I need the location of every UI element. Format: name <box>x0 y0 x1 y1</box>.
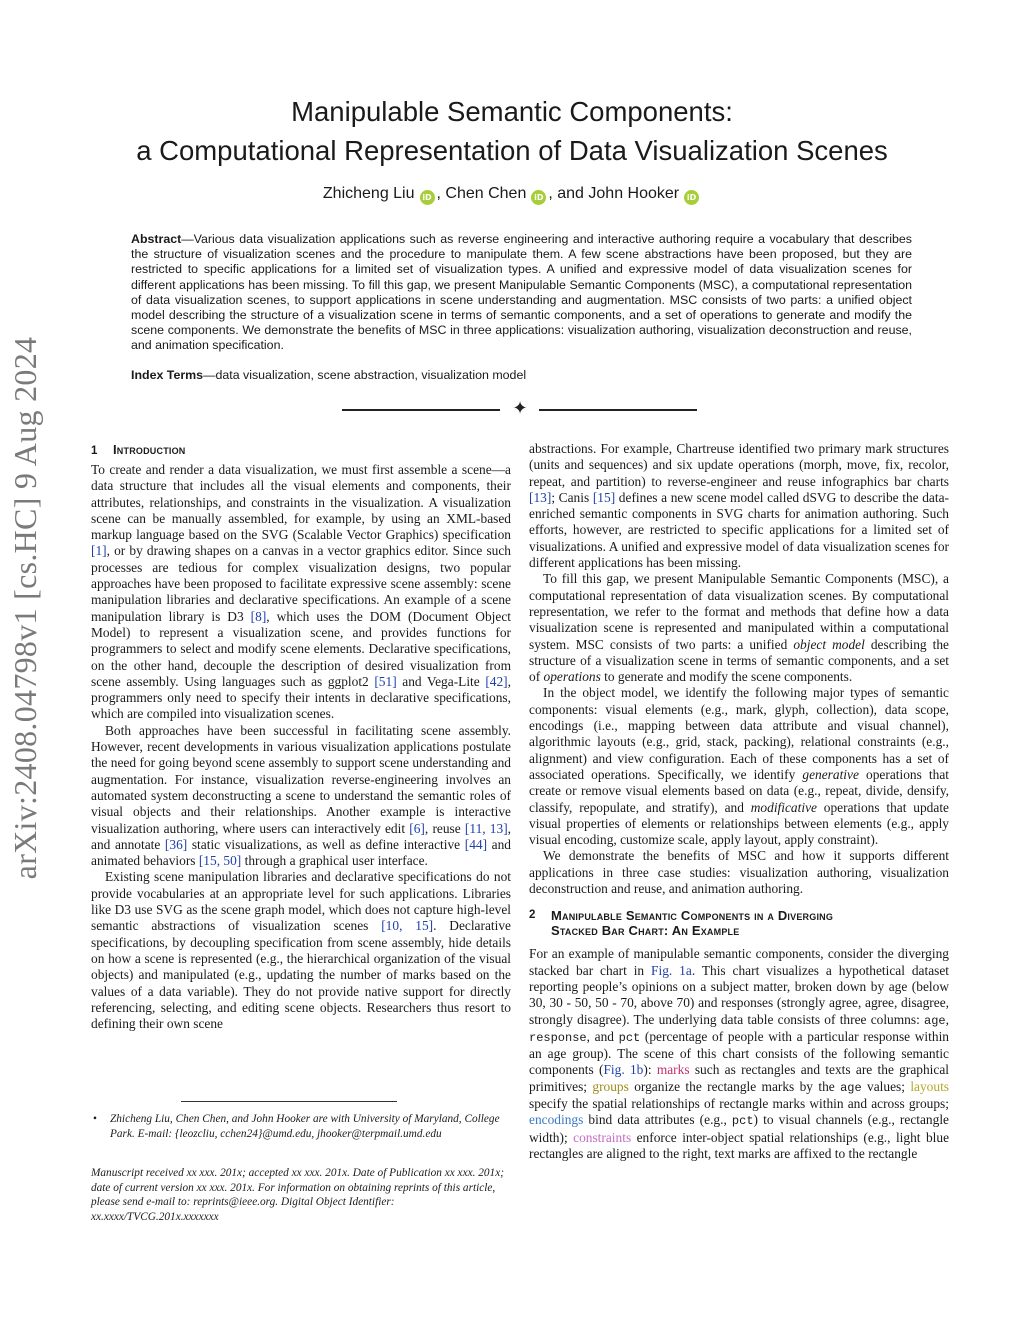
index-terms-label: Index Terms <box>131 368 204 382</box>
citation-link[interactable]: [1] <box>91 543 107 559</box>
figure-link[interactable]: Fig. 1b <box>603 1062 644 1078</box>
section-number: 1 <box>91 445 98 457</box>
citation-link[interactable]: [36] <box>164 836 188 852</box>
section-1-heading <box>91 442 511 457</box>
paragraph: abstractions. For example, Chartreuse identified two primary mark structures (units and sequences) and six update operations (morph, move, fix, recolor, repeat, and partition) to reverse-engineer and reuse infographics bar charts [13]; Canis [15] defines a new scene model called dSVG to describe the data-enriched semantic components in SVG charts for animation authoring. Such efforts, however, are restricted to specific applications for a limited set of visualizations. A unified and expressive model of data visualization scenes for different applications has been missing. <box>529 441 949 571</box>
citation-link[interactable]: [15] <box>592 489 616 505</box>
keyword-layouts: layouts <box>910 1078 950 1094</box>
bullet-icon: • <box>93 1113 97 1125</box>
title-line-2: a Computational Representation of Data Visualization Scenes <box>136 135 888 166</box>
author-name: , and John Hooker <box>548 185 680 202</box>
manuscript-note: Manuscript received xx xxx. 201x; accepted xx xxx. 201x. Date of Publication xx xxx. 201x; date of current version xx xxx. 201x. For information on obtaining reprints of this article, please send e-mail to: reprints@ieee.org. Digital Object Identifier: xx.xxxx/TVCG.201x.xxxxxxx <box>91 1167 504 1223</box>
paper-title <box>0 92 1024 170</box>
paragraph: For an example of manipulable semantic components, consider the diverging stacked bar chart in Fig. 1a. This chart visualizes a hypothetical dataset reporting people’s opinions on a subject matter, broken down by age (below 30, 30 - 50, 50 - 70, above 70) and responses (strongly agree, agree, disagree, strongly disagree). The underlying data table consists of three columns: age, response, and pct (percentage of people with a particular response within an age group). The scene of this chart consists of the following semantic components (Fig. 1b): marks such as rectangles and texts are the graphical primitives; groups organize the rectangle marks by the age values; layouts specify the spatial relationships of rectangle marks within and across groups; encodings bind data attributes (e.g., pct) to visual channels (e.g., rectangle width); constraints enforce inter-object spatial relationships (e.g., light blue rectangles are aligned to the right, text marks are affixed to the rectangle <box>529 946 950 1161</box>
right-column <box>529 441 949 1162</box>
citation-link[interactable]: [44] <box>464 836 488 852</box>
citation-link[interactable]: [11, 13] <box>464 820 508 836</box>
section-title-line-1: Manipulable Semantic Components in a Diverging <box>551 908 834 924</box>
abstract <box>131 232 912 354</box>
index-terms-text: —data visualization, scene abstraction, visualization model <box>203 368 527 382</box>
citation-link[interactable]: [15, 50] <box>198 853 242 869</box>
citation-link[interactable]: [8] <box>250 608 267 624</box>
author-list <box>0 185 1024 205</box>
section-number: 2 <box>529 909 536 922</box>
citation-link[interactable]: [13] <box>529 489 552 505</box>
section-separator <box>342 400 697 420</box>
paragraph: To create and render a data visualization, we must first assemble a scene—a data structure that includes all the visual elements and components, their attributes, relationships, and constraints in the visualization. A visualization scene can be manually assembled, for example, by using an XML-based markup language based on the SVG (Scalable Vector Graphics) specification [1], or by drawing shapes on a canvas in a vector graphics editor. Since such processes are tedious for complex visualization designs, two popular approaches have been proposed to facilitate expressive scene assembly: scene manipulation libraries and declarative specifications. An example of a scene manipulation library is D3 [8], which uses the DOM (Document Object Model) to represent a visualization scene, and provides functions for programmers to select and modify scene elements. Declarative specifications, on the other hand, decouple the description of desired visualization from scene assembly. Using languages such as ggplot2 [51] and Vega-Lite [42], programmers only need to specify their intents in declarative specifications, which are compiled into visualization scenes. <box>91 462 511 722</box>
keyword-constraints: constraints <box>573 1129 632 1145</box>
keyword-groups: groups <box>592 1078 629 1094</box>
citation-link[interactable]: [51] <box>374 673 397 689</box>
figure-link[interactable]: Fig. 1a <box>651 962 692 978</box>
paragraph: Existing scene manipulation libraries and declarative specifications do not provide vocabularies at an appropriate level for such applications. Libraries like D3 use SVG as the scene graph model, which does not capture high-level semantic abstractions of visualization scenes [10, 15]. Declarative specifications, by decoupling specification from scene assembly, hide details on how a scene is represented (e.g., the hierarchical organization of the visual objects) and manipulated (e.g., updating the number of marks based on the values of a data variable). They do not provide native support for directly referencing, selecting, and editing scene objects. Researchers thus resort to defining their own scene <box>91 869 511 1032</box>
paragraph: In the object model, we identify the following major types of semantic components: visual elements (e.g., mark, glyph, collection), data scope, encodings (i.e., mapping between data attribute and visual channel), algorithmic layouts (e.g., grid, stack, packing), relational constraints (e.g., alignment) and view configuration. Each of these components has a set of associated operations. Specifically, we identify generative operations that create or remove visual elements based on data (e.g., repeat, divide, densify, classify, repopulate, and stratify), and modificative operations that update visual properties of elements or relationships between elements (e.g., apply visual encoding, customize scale, apply layout, apply constraint). <box>529 685 949 848</box>
paragraph: Both approaches have been successful in facilitating scene assembly. However, recent developments in various visualization applications postulate the need for going beyond scene assembly to support scene understanding and augmentation. For instance, visualization reverse-engineering involves an automated system deconstructing a scene to understand the semantic roles of visual objects and their relationships. Another example is interactive visualization authoring, where users can interactively edit [6], reuse [11, 13], and annotate [36] static visualizations, as well as define interactive [44] and animated behaviors [15, 50] through a graphical user interface. <box>91 722 512 869</box>
author-name: Zhicheng Liu <box>322 185 415 202</box>
author-name: , Chen Chen <box>436 185 527 202</box>
footnote-text: Zhicheng Liu, Chen Chen, and John Hooker are with University of Maryland, College Park. E-mail: {leozcliu, cchen24}@umd.edu, jhooker@terpmail.umd.edu <box>110 1113 500 1140</box>
paragraph: To fill this gap, we present Manipulable Semantic Components (MSC), a computational representation of data visualization scenes. By computational representation, we refer to the format and methods that define how a data visualization scene is represented and manipulated within a computational system. MSC consists of two parts: a unified object model describing the structure of a visualization scene in terms of semantic components, and a set of operations to generate and modify the scene components. <box>529 571 950 685</box>
left-column <box>91 462 511 1032</box>
paragraph: We demonstrate the benefits of MSC and how it supports different applications in three case studies: visualization authoring, visualization deconstruction and reuse, and animation authoring. <box>529 848 949 897</box>
section-title: Introduction <box>113 442 186 457</box>
separator-star-icon: ✦ <box>512 398 528 419</box>
separator-rule-right <box>539 409 697 411</box>
keyword-marks: marks <box>656 1062 690 1078</box>
index-terms <box>131 368 912 382</box>
separator-rule-left <box>342 409 500 411</box>
citation-link[interactable]: [10, 15] <box>381 918 434 934</box>
author-affiliation-footnote <box>93 1112 513 1141</box>
title-line-1: Manipulable Semantic Components: <box>291 96 733 127</box>
arxiv-stamp: arXiv:2408.04798v1 [cs.HC] 9 Aug 2024 <box>7 336 43 880</box>
orcid-icon[interactable]: iD <box>684 190 699 205</box>
section-title-line-2: Stacked Bar Chart: An Example <box>551 923 740 939</box>
orcid-icon[interactable]: iD <box>420 190 435 205</box>
footnote-rule <box>181 1101 397 1102</box>
citation-link[interactable]: [42] <box>485 673 508 689</box>
keyword-encodings: encodings <box>529 1112 584 1128</box>
citation-link[interactable]: [6] <box>409 820 425 836</box>
section-2-heading <box>529 908 949 938</box>
abstract-text: —Various data visualization applications such as reverse engineering and interactive authoring require a vocabulary that describes the structure of visualization scenes and the procedure to manipulate them. A few scene abstractions have been proposed, but they are restricted to specific applications for a limited set of visualization types. A unified and expressive model of data visualization scenes for different applications has been missing. To fill this gap, we present Manipulable Semantic Components (MSC), a computational representation of data visualization scenes, to support applications in scene understanding and augmentation. MSC consists of two parts: a unified object model describing the structure of a visualization scene in terms of semantic components, and a set of operations to generate and modify the scene components. We demonstrate the benefits of MSC in three applications: visualization authoring, visualization deconstruction and reuse, and animation specification. <box>131 232 912 353</box>
orcid-icon[interactable]: iD <box>531 190 546 205</box>
abstract-label: Abstract <box>131 232 182 246</box>
